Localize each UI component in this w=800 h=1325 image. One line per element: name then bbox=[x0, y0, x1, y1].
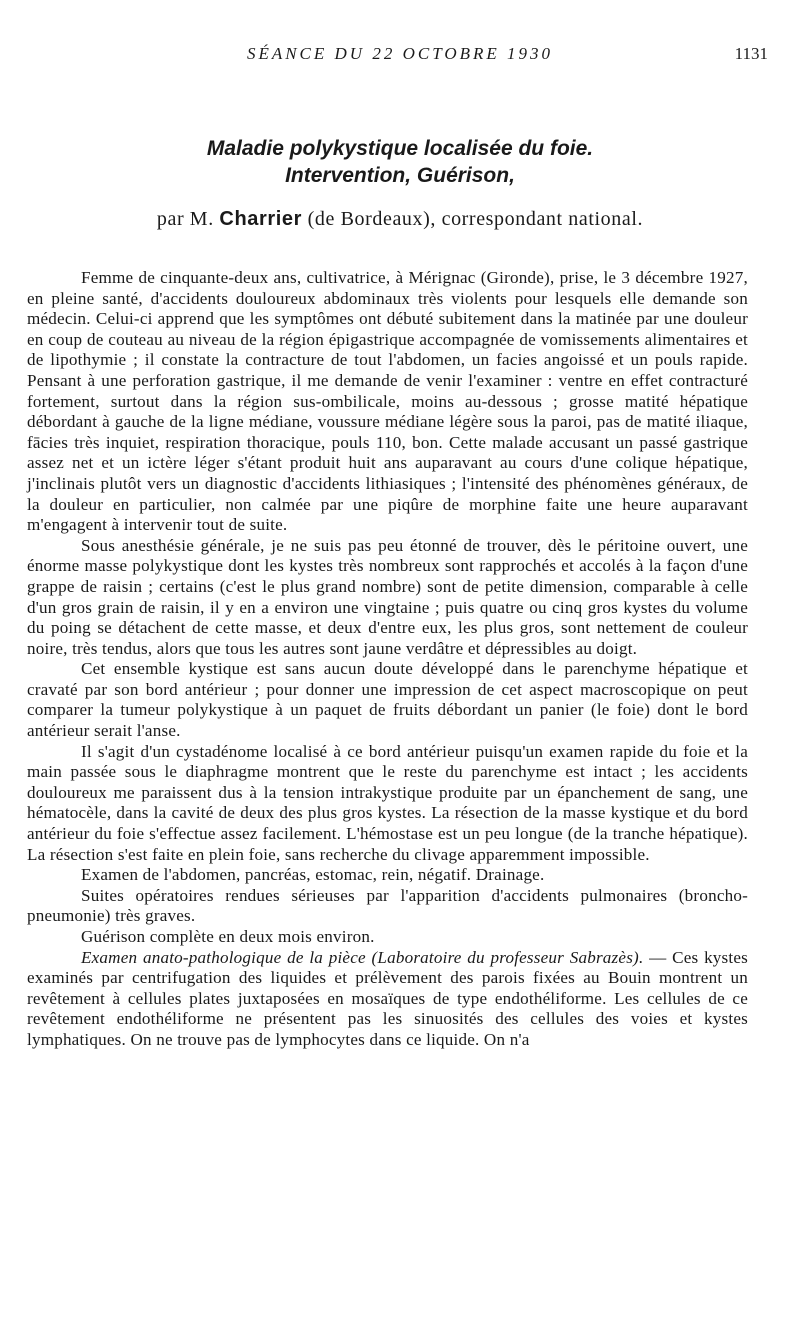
paragraph: Il s'agit d'un cystadénome localisé à ce bord antérieur puisqu'un examen rapide du foie et la main passée sous le diaphragme montrent que le reste du parenchyme est intact ; les accidents douloureux me paraissent dus à la tension intrakystique produite par un épanchement de sang, une hématocèle, dans la cavité de deux des plus gros kystes. La résection de la masse kystique et du bord antérieur du foie s'effectue assez facilement. L'hémostase est un peu longue (de la tranche hépatique). La résection s'est faite en plein foie, sans recherche du clivage apparemment impossible. bbox=[27, 741, 748, 864]
article-title-line-2: Intervention, Guérison, bbox=[285, 164, 515, 187]
page-number: 1131 bbox=[734, 44, 768, 63]
author-name: Charrier bbox=[219, 208, 303, 230]
paragraph: Examen de l'abdomen, pancréas, estomac, rein, négatif. Drainage. bbox=[81, 865, 545, 885]
running-head bbox=[0, 44, 800, 68]
paragraph: Suites opératoires rendues sérieuses par l'apparition d'accidents pulmonaires (broncho-pneumonie) très graves. bbox=[27, 885, 748, 926]
paragraph: Sous anesthésie générale, je ne suis pas peu étonné de trouver, dès le péritoine ouvert, une énorme masse polykystique dont les kystes très nombreux sont rapprochés et accolés à la façon d'une grappe de raisin ; certains (c'est le plus grand nombre) sont de petite dimension, comparable à celle d'un gros grain de raisin, il y en a environ une vingtaine ; puis quatre ou cinq gros kystes du volume du poing se détachent de cette masse, et deux d'entre eux, les plus gros, sont nettement de couleur noire, très tendus, alors que tous les autres sont jaune verdâtre et dépressibles au doigt. bbox=[27, 535, 748, 658]
byline-prefix: par M. bbox=[156, 208, 214, 230]
byline bbox=[0, 208, 800, 231]
byline-affiliation: (de Bordeaux), correspondant national. bbox=[307, 208, 644, 230]
paragraph: Guérison complète en deux mois environ. bbox=[81, 927, 375, 946]
article-body bbox=[27, 268, 748, 1051]
paragraph: Femme de cinquante-deux ans, cultivatrice, à Mérignac (Gironde), prise, le 3 décembre 1927, en pleine santé, d'accidents douloureux abdominaux très violents pour lesquels elle demande son médecin. Celui-ci apprend que les symptômes ont débuté subitement dans la matinée par une douleur en coup de couteau au niveau de la région épigastrique accompagnée de vomissements alimentaires et de lipothymie ; il constate la contracture de tout l'abdomen, un facies angoissé et un pouls rapide. Pensant à une perforation gastrique, il me demande de venir l'examiner : ventre en effet contracturé fortement, surtout dans la région sus-ombilicale, moins au-dessous ; grosse matité hépatique débordant à gauche de la ligne médiane, voussure médiane légère sous la paroi, pas de matité iliaque, fācies très inquiet, respiration thoracique, pouls 110, bon. Cette malade accusant un passé gastrique assez net et un ictère léger s'étant produit huit ans auparavant au cours d'une colique hépatique, j'inclinais plutôt vers un diagnostic d'accidents lithiasiques ; l'intensité des phénomènes généraux, de la douleur en particulier, non calmée par une piqûre de morphine faite une heure auparavant m'engagent à intervenir tout de suite. bbox=[27, 268, 748, 535]
pathology-text: — Ces kystes examinés par centrifugation des liquides et prélèvement des parois fixées au Bouin montrent un revêtement à cellules plates juxtaposées en mosaïques de type endothéliforme. Les cellules de ce revêtement endothéliforme ne présentent pas les sinuosités des cellules des voies et kystes lymphatiques. On ne trouve pas de lymphocytes dans ce liquide. On n'a bbox=[27, 947, 748, 1049]
article-title-line-1: Maladie polykystique localisée du foie. bbox=[206, 137, 594, 160]
pathology-lead: Examen anato-pathologique de la pièce (Laboratoire du professeur Sabrazès). bbox=[81, 947, 644, 967]
paragraph-pathology bbox=[27, 948, 748, 1051]
article-title bbox=[0, 135, 800, 189]
running-head-title: SÉANCE DU 22 OCTOBRE 1930 bbox=[246, 44, 554, 63]
paragraph: Cet ensemble kystique est sans aucun doute développé dans le parenchyme hépatique et cravaté par son bord antérieur ; pour donner une impression de cet aspect macroscopique on peut comparer la tumeur polykystique à un paquet de fruits débordant un panier (le foie) dont le bord antérieur serait l'anse. bbox=[27, 659, 748, 741]
